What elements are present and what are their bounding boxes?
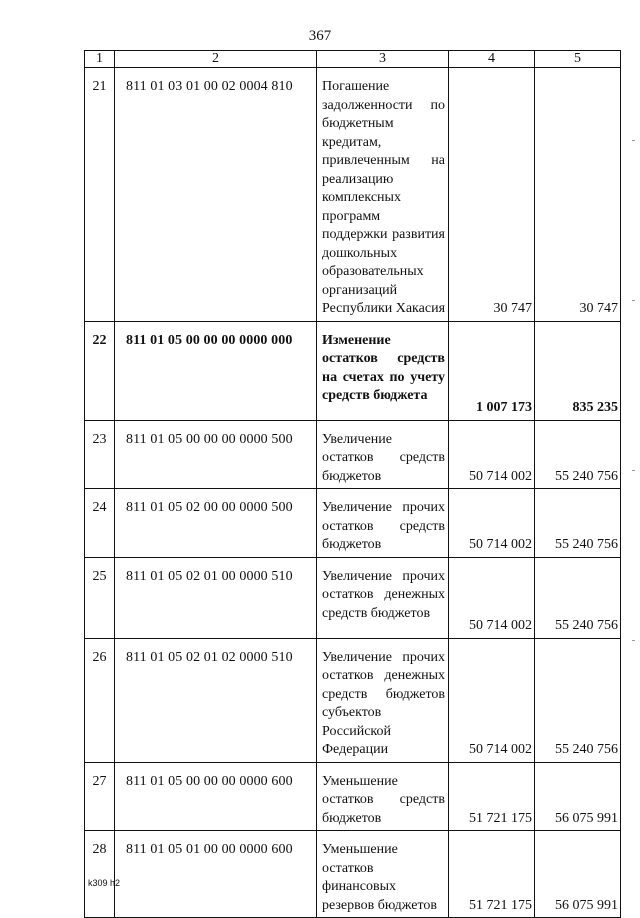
- budget-code: 811 01 05 02 01 00 0000 510: [115, 557, 317, 638]
- table-row: [85, 557, 621, 638]
- table-row: [85, 831, 621, 918]
- value-col4: 30 747: [449, 68, 535, 322]
- row-number: 27: [85, 762, 115, 831]
- table-row: [85, 68, 621, 322]
- row-description: Уменьшение остатков средств бюджетов: [317, 762, 449, 831]
- scan-edge-mark: [632, 140, 635, 141]
- value-col5: 56 075 991: [535, 762, 621, 831]
- value-col5: 55 240 756: [535, 638, 621, 762]
- budget-code: 811 01 05 02 00 00 0000 500: [115, 489, 317, 558]
- row-number: 24: [85, 489, 115, 558]
- value-col5: 30 747: [535, 68, 621, 322]
- row-number: 28: [85, 831, 115, 918]
- row-number: 26: [85, 638, 115, 762]
- value-col5: 56 075 991: [535, 831, 621, 918]
- budget-sources-table: [84, 50, 621, 918]
- value-col5: 55 240 756: [535, 557, 621, 638]
- row-description: Погашение задолженности по бюджетным кредитам, привлеченным на реализацию комплексных программ поддержки развития дошкольных образовательных организаций Республики Хакасия: [317, 68, 449, 322]
- table-row: [85, 638, 621, 762]
- budget-code: 811 01 05 02 01 02 0000 510: [115, 638, 317, 762]
- column-header-4: 4: [449, 51, 535, 68]
- value-col5: 55 240 756: [535, 420, 621, 489]
- budget-code: 811 01 05 00 00 00 0000 600: [115, 762, 317, 831]
- column-header-5: 5: [535, 51, 621, 68]
- row-description: Увеличение прочих остатков денежных средств бюджетов субъектов Российской Федерации: [317, 638, 449, 762]
- scan-edge-mark: [632, 470, 635, 471]
- value-col4: 50 714 002: [449, 420, 535, 489]
- value-col4: 1 007 173: [449, 321, 535, 420]
- value-col4: 50 714 002: [449, 557, 535, 638]
- value-col5: 55 240 756: [535, 489, 621, 558]
- column-header-1: 1: [85, 51, 115, 68]
- value-col4: 50 714 002: [449, 489, 535, 558]
- value-col4: 51 721 175: [449, 831, 535, 918]
- row-number: 22: [85, 321, 115, 420]
- value-col4: 51 721 175: [449, 762, 535, 831]
- scan-edge-mark: [632, 640, 635, 641]
- row-description: Уменьшение остатков финансовых резервов бюджетов: [317, 831, 449, 918]
- value-col5: 835 235: [535, 321, 621, 420]
- row-description: Увеличение остатков средств бюджетов: [317, 420, 449, 489]
- row-description: Увеличение прочих остатков средств бюджетов: [317, 489, 449, 558]
- budget-code: 811 01 05 01 00 00 0000 600: [115, 831, 317, 918]
- page-number: 367: [308, 28, 332, 44]
- document-footer-code: k309 h2: [88, 878, 121, 888]
- row-description: Увеличение прочих остатков денежных средств бюджетов: [317, 557, 449, 638]
- table-row: [85, 420, 621, 489]
- row-number: 23: [85, 420, 115, 489]
- budget-code: 811 01 05 00 00 00 0000 500: [115, 420, 317, 489]
- scan-edge-mark: [632, 300, 635, 301]
- row-number: 21: [85, 68, 115, 322]
- row-description: Изменение остатков средств на счетах по учету средств бюджета: [317, 321, 449, 420]
- table-row-total: [85, 321, 621, 420]
- budget-code: 811 01 05 00 00 00 0000 000: [115, 321, 317, 420]
- header-row: [85, 51, 621, 68]
- column-header-3: 3: [317, 51, 449, 68]
- budget-code: 811 01 03 01 00 02 0004 810: [115, 68, 317, 322]
- table-row: [85, 489, 621, 558]
- row-number: 25: [85, 557, 115, 638]
- column-header-2: 2: [115, 51, 317, 68]
- table-row: [85, 762, 621, 831]
- value-col4: 50 714 002: [449, 638, 535, 762]
